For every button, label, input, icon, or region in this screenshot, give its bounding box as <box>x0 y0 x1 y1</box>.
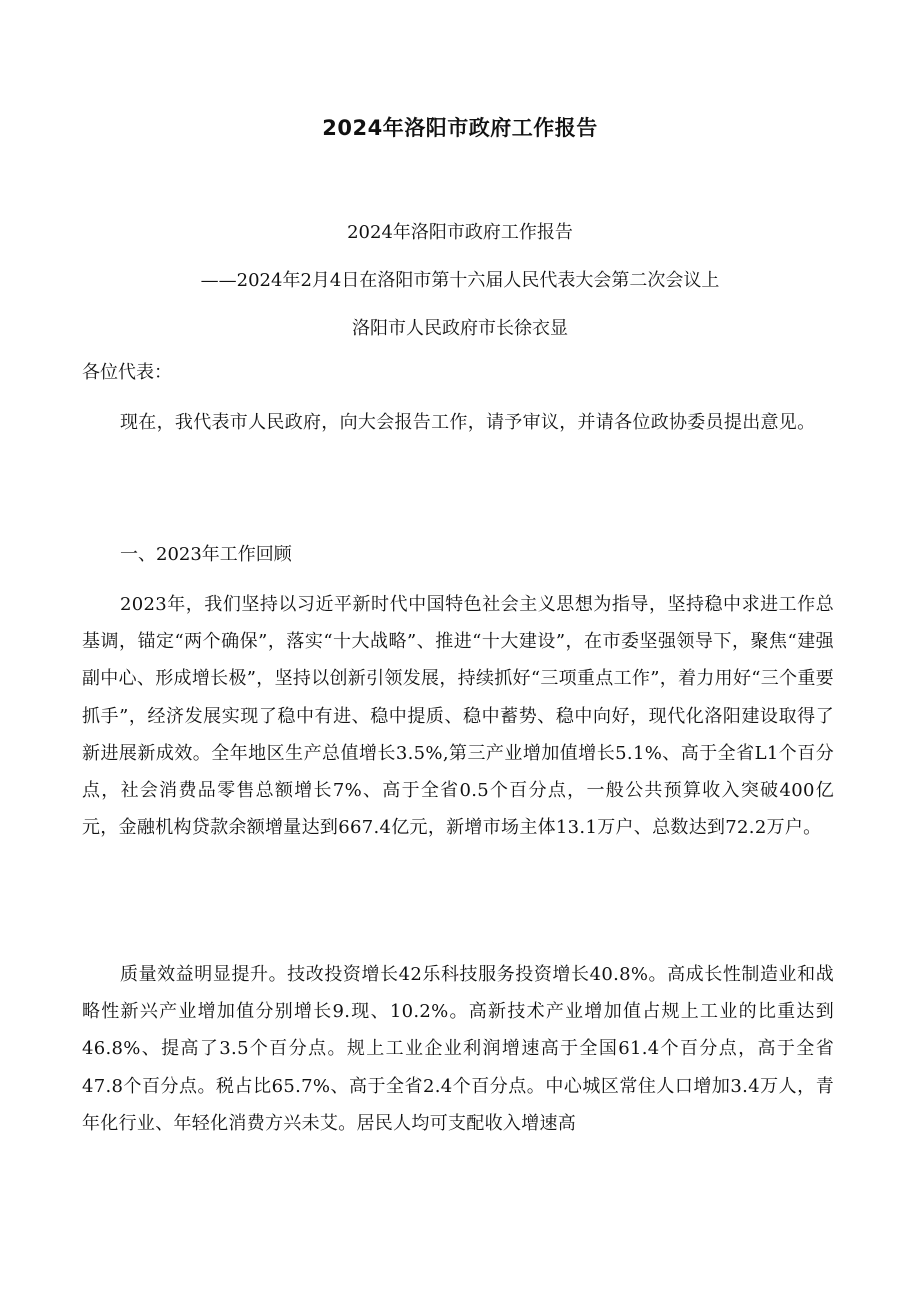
salutation: 各位代表： <box>82 362 172 383</box>
document-subtitle: 2024年洛阳市政府工作报告 <box>347 222 573 243</box>
document-speaker: 洛阳市人民政府市长徐衣显 <box>352 318 568 339</box>
document-title: 2024年洛阳市政府工作报告 <box>322 116 598 140</box>
intro-paragraph: 现在，我代表市人民政府，向大会报告工作，请予审议，并请各位政协委员提出意见。 <box>120 412 816 433</box>
document-occasion: ——2024年2月4日在洛阳市第十六届人民代表大会第二次会议上 <box>200 270 720 291</box>
body-paragraph-1: 2023年，我们坚持以习近平新时代中国特色社会主义思想为指导，坚持稳中求进工作总基调，锚定“两个确保”，落实“十大战略”、推进“十大建设”，在市委坚强领导下，聚焦“建强副中心、形成增长极”，坚持以创新引领发展，持续抓好“三项重点工作”，着力用好“三个重要抓手”，经济发展实现了稳中有进、稳中提质、稳中蓄势、稳中向好，现代化洛阳建设取得了新进展新成效。全年地区生产总值增长3.5%,第三产业增加值增长5.1%、高于全省L1个百分点，社会消费品零售总额增长7%、高于全省0.5个百分点，一般公共预算收入突破400亿元，金融机构贷款余额增量达到667.4亿元，新增市场主体13.1万户、总数达到72.2万户。 <box>82 594 834 839</box>
section-heading: 一、2023年工作回顾 <box>120 544 292 565</box>
body-paragraph-2: 质量效益明显提升。技改投资增长42乐科技服务投资增长40.8%。高成长性制造业和战略性新兴产业增加值分别增长9.现、10.2%。高新技术产业增加值占规上工业的比重达到46.8%、提高了3.5个百分点。规上工业企业利润增速高于全国61.4个百分点，高于全省47.8个百分点。税占比65.7%、高于全省2.4个百分点。中心城区常住人口增加3.4万人，青年化行业、年轻化消费方兴未艾。居民人均可支配收入增速高 <box>82 964 834 1134</box>
